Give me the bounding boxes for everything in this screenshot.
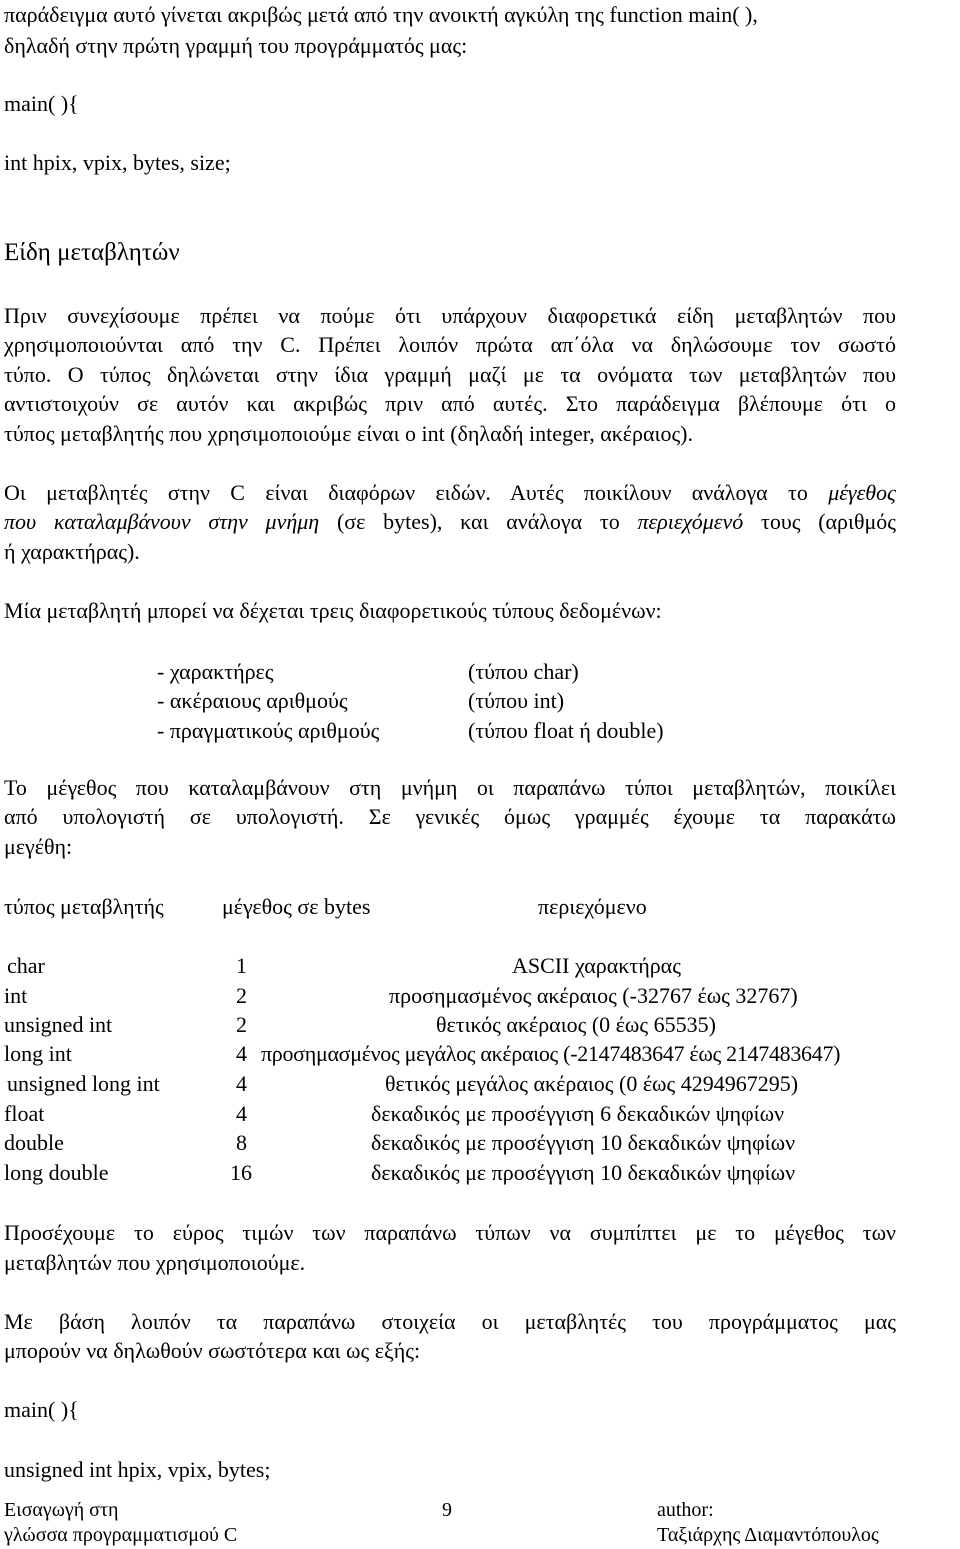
kind-type: (τύπου float ή double) bbox=[468, 718, 664, 743]
paragraph-2-text: (σε bytes), και ανάλογα το bbox=[319, 509, 638, 534]
paragraph-6-line-2: μπορούν να δηλωθούν σωστότερα και ως εξής: bbox=[4, 1338, 421, 1363]
kind-type: (τύπου int) bbox=[468, 688, 565, 713]
paragraph-5-line-2: μεταβλητών που χρησιμοποιούμε. bbox=[4, 1250, 306, 1275]
paragraph-1-line-4: αντιστοιχούν σε αυτόν και ακριβώς πριν από αυτές. Στο παράδειγμα βλέπουμε ότι ο bbox=[4, 391, 896, 416]
table-row bbox=[0, 1073, 960, 1103]
table-cell-type: float bbox=[4, 1101, 45, 1126]
table-cell-content: δεκαδικός με προσέγγιση 6 δεκαδικών ψηφίων bbox=[371, 1101, 785, 1126]
table-row bbox=[0, 1014, 960, 1044]
table-header bbox=[0, 896, 960, 926]
table-row bbox=[0, 1043, 960, 1073]
kind-type: (τύπου char) bbox=[468, 659, 579, 684]
table-cell-content: θετικός ακέραιος (0 έως 65535) bbox=[436, 1012, 716, 1037]
intro-line-2: δηλαδή στην πρώτη γραμμή του προγράμματός μας: bbox=[4, 33, 468, 58]
paragraph-1-line-3: τύπο. Ο τύπος δηλώνεται στην ίδια γραμμή μαζί με τα ονόματα των μεταβλητών που bbox=[4, 362, 896, 387]
paragraph-4-line-3: μεγέθη: bbox=[4, 834, 73, 859]
paragraph-2-text: Οι μεταβλητές στην C είναι διαφόρων ειδών. Αυτές ποικίλουν ανάλογα το bbox=[4, 480, 829, 505]
footer-left-line-2: γλώσσα προγραμματισμού C bbox=[4, 1524, 238, 1546]
table-cell-size: 2 bbox=[236, 1012, 247, 1037]
table-row bbox=[0, 1132, 960, 1162]
kind-label: - πραγματικούς αριθμούς bbox=[157, 718, 380, 743]
table-row bbox=[0, 985, 960, 1015]
table-cell-type: unsigned long int bbox=[7, 1071, 160, 1096]
table-cell-content: δεκαδικός με προσέγγιση 10 δεκαδικών ψηφίων bbox=[371, 1160, 796, 1185]
kind-label: - χαρακτήρες bbox=[157, 659, 274, 684]
kind-row bbox=[0, 718, 960, 748]
paragraph-1-line-1: Πριν συνεχίσουμε πρέπει να πούμε ότι υπάρχουν διαφορετικά είδη μεταβλητών που bbox=[4, 303, 896, 328]
table-cell-type: int bbox=[4, 983, 28, 1008]
table-cell-content: ASCII χαρακτήρας bbox=[512, 953, 681, 978]
table-cell-type: unsigned int bbox=[4, 1012, 113, 1037]
section-heading: Είδη μεταβλητών bbox=[4, 239, 180, 266]
table-cell-content: θετικός μεγάλος ακέραιος (0 έως 4294967295) bbox=[385, 1071, 799, 1096]
paragraph-2-emphasis-content: περιεχόμενό bbox=[637, 509, 744, 534]
paragraph-2-text: τους (αριθμός bbox=[743, 509, 896, 534]
intro-line-1: παράδειγμα αυτό γίνεται ακριβώς μετά από την ανοικτή αγκύλη της function main( ), bbox=[4, 2, 758, 27]
table-row bbox=[0, 1162, 960, 1192]
table-cell-size: 4 bbox=[236, 1101, 247, 1126]
paragraph-1-line-5: τύπος μεταβλητής που χρησιμοποιούμε είναι ο int (δηλαδή integer, ακέραιος). bbox=[4, 421, 694, 446]
kind-label: - ακέραιους αριθμούς bbox=[157, 688, 348, 713]
table-cell-size: 8 bbox=[236, 1130, 247, 1155]
table-cell-size: 16 bbox=[230, 1160, 252, 1185]
paragraph-5-line-1: Προσέχουμε το εύρος τιμών των παραπάνω τύπων να συμπίπτει με το μέγεθος των bbox=[4, 1220, 896, 1245]
footer-author-name: Ταξιάρχης Διαμαντόπουλος bbox=[657, 1524, 879, 1546]
table-cell-content: δεκαδικός με προσέγγιση 10 δεκαδικών ψηφίων bbox=[371, 1130, 796, 1155]
table-header-type: τύπος μεταβλητής bbox=[4, 894, 164, 919]
table-cell-type: long double bbox=[4, 1160, 109, 1185]
paragraph-2-line-2 bbox=[4, 511, 896, 533]
paragraph-2-emphasis-memory: που καταλαμβάνουν στην μνήμη bbox=[4, 509, 320, 534]
code-line-declaration: int hpix, vpix, bytes, size; bbox=[4, 150, 231, 175]
table-cell-size: 4 bbox=[236, 1071, 247, 1096]
paragraph-2-line-1 bbox=[4, 482, 896, 504]
table-row bbox=[0, 1103, 960, 1133]
code-line-main: main( ){ bbox=[4, 91, 79, 116]
page-number: 9 bbox=[442, 1499, 452, 1521]
kind-row bbox=[0, 659, 960, 689]
paragraph-2-emphasis-size: μέγεθος bbox=[828, 480, 896, 505]
code-line-main-2: main( ){ bbox=[4, 1397, 79, 1422]
table-cell-type: double bbox=[4, 1130, 64, 1155]
footer-author-label: author: bbox=[657, 1499, 714, 1521]
table-cell-content: προσημασμένος μεγάλος ακέραιος (-2147483647 έως 2147483647) bbox=[261, 1041, 841, 1066]
table-cell-type: long int bbox=[4, 1041, 72, 1066]
table-header-size: μέγεθος σε bytes bbox=[222, 894, 371, 919]
footer-left-line-1: Εισαγωγή στη bbox=[4, 1499, 119, 1521]
paragraph-4-line-1: Το μέγεθος που καταλαμβάνουν στη μνήμη οι παραπάνω τύποι μεταβλητών, ποικίλει bbox=[4, 775, 896, 800]
paragraph-2-line-3: ή χαρακτήρας). bbox=[4, 539, 140, 564]
paragraph-1-line-2: χρησιμοποιούνται από την C. Πρέπει λοιπόν πρώτα απ΄όλα να δηλώσουμε τον σωστό bbox=[4, 332, 896, 357]
table-cell-size: 1 bbox=[236, 953, 247, 978]
paragraph-4-line-2: από υπολογιστή σε υπολογιστή. Σε γενικές όμως γραμμές έχουμε τα παρακάτω bbox=[4, 804, 896, 829]
table-cell-size: 2 bbox=[236, 983, 247, 1008]
table-cell-content: προσημασμένος ακέραιος (-32767 έως 32767) bbox=[389, 983, 798, 1008]
kind-row bbox=[0, 688, 960, 718]
table-header-content: περιεχόμενο bbox=[538, 894, 647, 919]
paragraph-6-line-1: Με βάση λοιπόν τα παραπάνω στοιχεία οι μεταβλητές του προγράμματος μας bbox=[4, 1309, 896, 1334]
table-cell-size: 4 bbox=[236, 1041, 247, 1066]
paragraph-3: Μία μεταβλητή μπορεί να δέχεται τρεις διαφορετικούς τύπους δεδομένων: bbox=[4, 598, 662, 623]
table-cell-type: char bbox=[7, 953, 45, 978]
code-line-declaration-2: unsigned int hpix, vpix, bytes; bbox=[4, 1457, 271, 1482]
table-row bbox=[0, 955, 960, 985]
